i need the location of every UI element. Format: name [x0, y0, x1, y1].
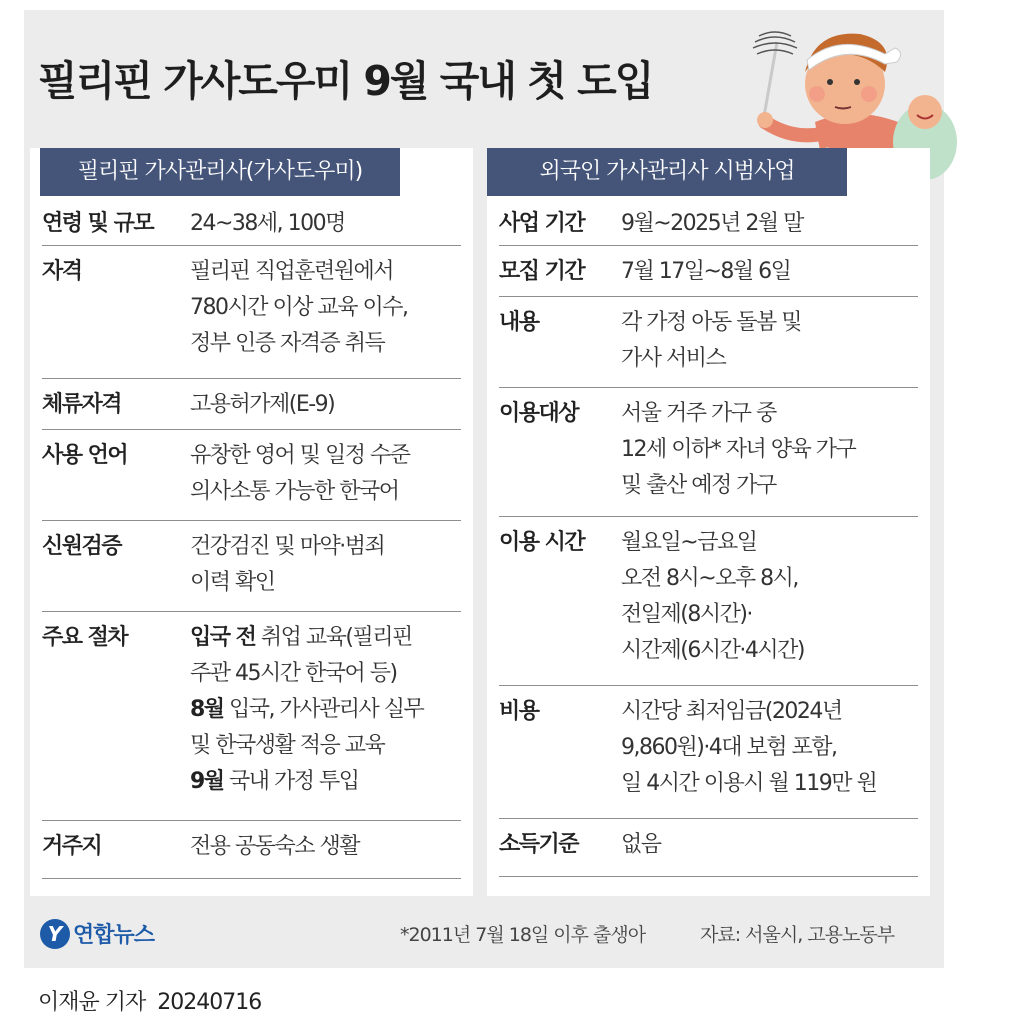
yonhap-logo [40, 918, 154, 949]
row-business-period [499, 200, 918, 246]
row-residence [42, 823, 461, 879]
row-value: 24~38세, 100명 [190, 211, 345, 236]
row-label: 자격 [42, 259, 82, 284]
row-value: 9월~2025년 2월 말 [621, 211, 803, 236]
right-panel-header: 외국인 가사관리사 시범사업 [487, 148, 847, 196]
row-label: 주요 절차 [42, 625, 128, 650]
row-cost [499, 688, 918, 819]
row-visa [42, 381, 461, 430]
row-value: 없음 [621, 832, 661, 857]
row-label: 사업 기간 [499, 211, 585, 236]
row-label: 거주지 [42, 834, 102, 859]
row-qualification [42, 248, 461, 379]
row-label: 연령 및 규모 [42, 211, 154, 236]
row-value: 입국 전 취업 교육(필리핀 주관 45시간 한국어 등) 8월 입국, 가사관리사 실무 및 한국생활 적응 교육 9월 국내 가정 투입 [190, 625, 424, 794]
reporter-name: 이재윤 기자 [38, 990, 146, 1015]
row-label: 비용 [499, 699, 539, 724]
row-income-criteria [499, 821, 918, 877]
row-eligibility [499, 390, 918, 517]
row-value: 각 가정 아동 돌봄 및 가사 서비스 [621, 310, 801, 371]
row-content [499, 299, 918, 388]
byline [38, 985, 261, 1016]
row-verification [42, 523, 461, 612]
row-value: 월요일~금요일 오전 8시~오후 8시, 전일제(8시간)· 시간제(6시간·4시간) [621, 530, 804, 663]
row-value: 고용허가제(E-9) [190, 392, 335, 417]
row-label: 소득기준 [499, 832, 579, 857]
row-label: 사용 언어 [42, 443, 128, 468]
row-value: 건강검진 및 마약·범죄 이력 확인 [190, 534, 385, 595]
page-title: 필리핀 가사도우미 9월 국내 첫 도입 [38, 57, 653, 105]
row-value: 유창한 영어 및 일정 수준 의사소통 가능한 한국어 [190, 443, 410, 504]
row-label: 신원검증 [42, 534, 122, 559]
left-panel [30, 148, 473, 896]
row-label: 이용 시간 [499, 530, 585, 555]
right-panel [487, 148, 930, 896]
footnote: *2011년 7월 18일 이후 출생아 [400, 924, 646, 946]
publish-date: 20240716 [157, 990, 262, 1015]
row-recruit-period [499, 248, 918, 297]
yonhap-logo-text: 연합뉴스 [73, 923, 155, 948]
row-value: 서울 거주 가구 중 12세 이하* 자녀 양육 가구 및 출산 예정 가구 [621, 401, 856, 498]
source-credit: 자료: 서울시, 고용노동부 [700, 924, 895, 946]
row-label: 모집 기간 [499, 259, 585, 284]
row-procedure [42, 614, 461, 821]
yonhap-logo-icon: Y [40, 919, 70, 949]
row-label: 이용대상 [499, 401, 579, 426]
row-label: 내용 [499, 310, 539, 335]
row-value: 전용 공동숙소 생활 [190, 834, 360, 859]
row-usage-hours [499, 519, 918, 686]
row-value: 시간당 최저임금(2024년 9,860원)·4대 보험 포함, 일 4시간 이용시 월 119만 원 [621, 699, 877, 796]
row-label: 체류자격 [42, 392, 122, 417]
row-value: 필리핀 직업훈련원에서 780시간 이상 교육 이수, 정부 인증 자격증 취득 [190, 259, 408, 356]
row-value: 7월 17일~8월 6일 [621, 259, 791, 284]
row-language [42, 432, 461, 521]
left-panel-header: 필리핀 가사관리사(가사도우미) [40, 148, 400, 196]
row-age-scale [42, 200, 461, 246]
